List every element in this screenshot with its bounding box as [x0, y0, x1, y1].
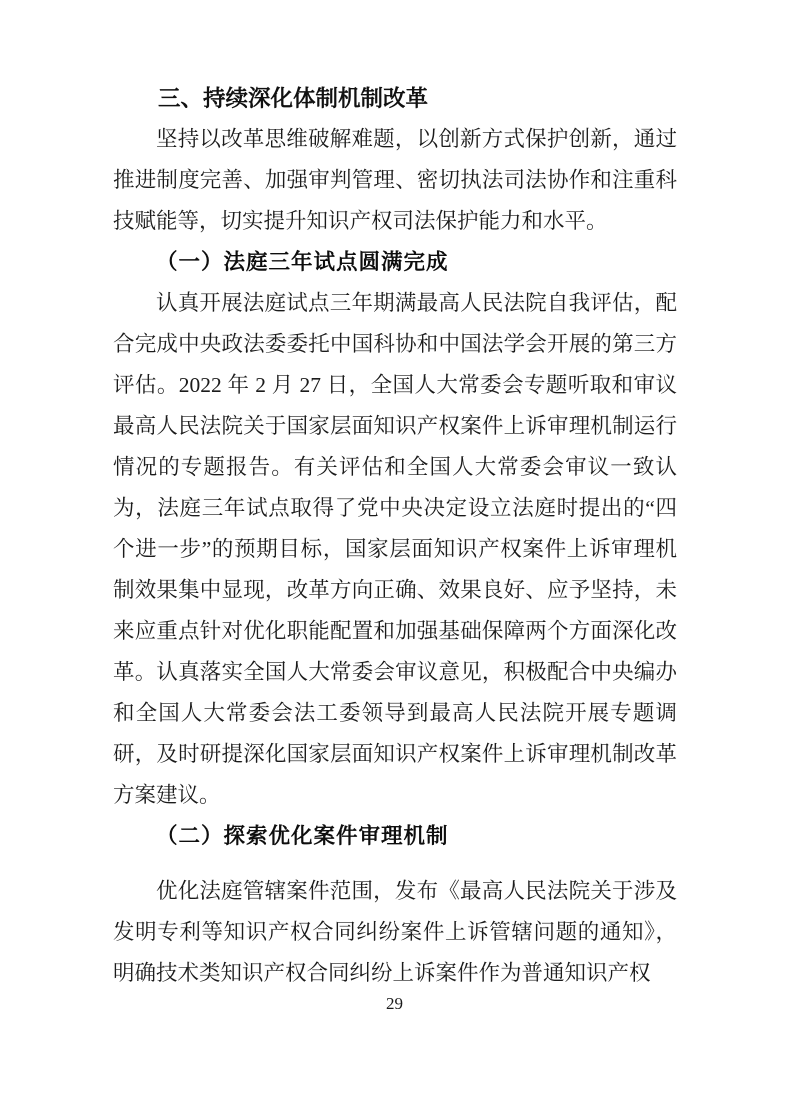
- page-number: 29: [386, 994, 403, 1013]
- subsection-2-paragraph: 优化法庭管辖案件范围，发布《最高人民法院关于涉及发明专利等知识产权合同纠纷案件上诉管辖问题的通知》，明确技术类知识产权合同纠纷上诉案件作为普通知识产权: [113, 879, 677, 985]
- intro-paragraph: 坚持以改革思维破解难题，以创新方式保护创新，通过推进制度完善、加强审判管理、密切执法司法协作和注重科技赋能等，切实提升知识产权司法保护能力和水平。: [113, 127, 677, 233]
- subsection-2-heading: （二）探索优化案件审理机制: [156, 824, 449, 848]
- section-heading: 三、持续深化体制机制改革: [158, 86, 429, 111]
- subsection-1-heading: （一）法庭三年试点圆满完成: [156, 250, 449, 274]
- subsection-1-paragraph: 认真开展法庭试点三年期满最高人民法院自我评估，配合完成中央政法委委托中国科协和中国法学会开展的第三方评估。2022 年 2 月 27 日，全国人大常委会专题听取和审议最高人民法院关于国家层面知识产权案件上诉审理机制运行情况的专题报告。有关评估和全国人大常委会审议一致认为，法庭三年试点取得了党中央决定设立法庭时提出的“四个进一步”的预期目标，国家层面知识产权案件上诉审理机制效果集中显现，改革方向正确、效果良好、应予坚持，未来应重点针对优化职能配置和加强基础保障两个方面深化改革。认真落实全国人大常委会审议意见，积极配合中央编办和全国人大常委会法工委领导到最高人民法院开展专题调研，及时研提深化国家层面知识产权案件上诉审理机制改革方案建议。: [113, 291, 677, 807]
- page-content: [113, 78, 677, 994]
